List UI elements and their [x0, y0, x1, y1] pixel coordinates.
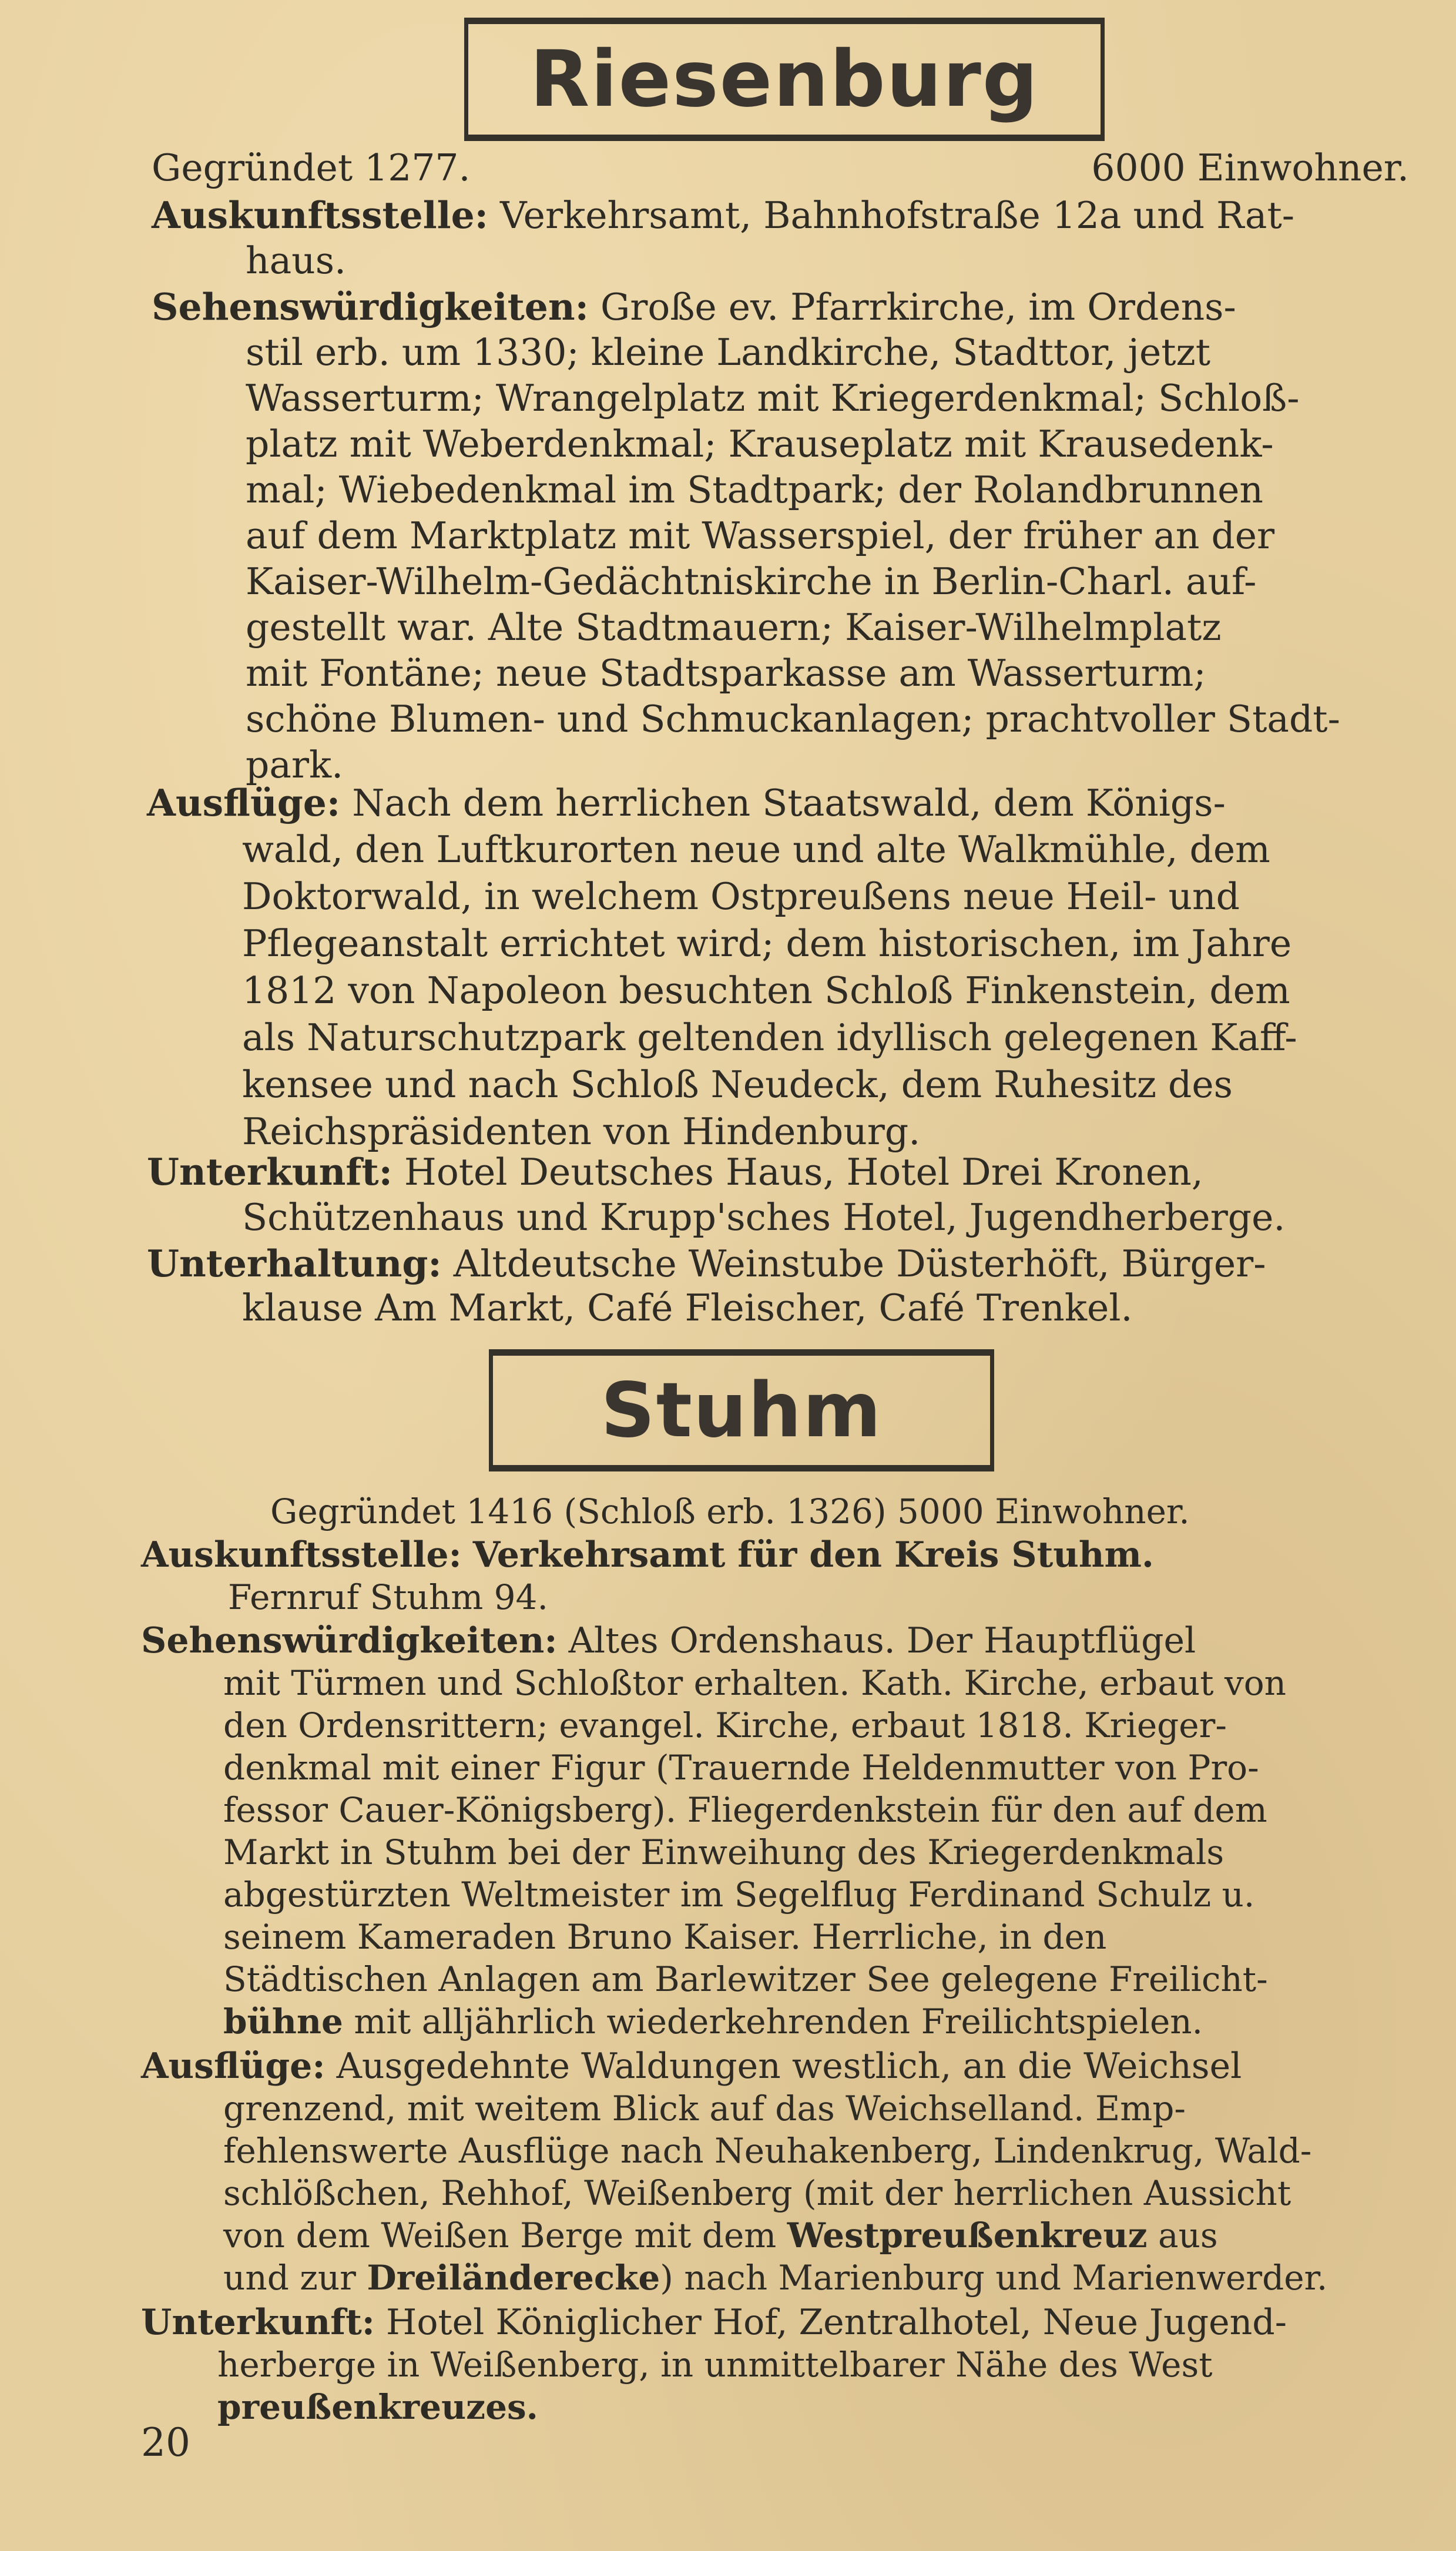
stuhm-lodging-text: Hotel Königlicher Hof, Zentralhotel, Neue Jugend-: [386, 2302, 1287, 2343]
stuhm-title: Stuhm: [600, 1366, 883, 1454]
riesenburg-trips-text: Nach dem herrlichen Staatswald, dem Königs-: [352, 782, 1226, 824]
stuhm-sights-last-line: [223, 1999, 1203, 2044]
stuhm-info-label: Auskunftsstelle:: [141, 1534, 462, 1575]
riesenburg-sights-cont: stil erb. um 1330; kleine Landkirche, Stadttor, jetzt: [246, 331, 1211, 374]
riesenburg-trips-cont: als Naturschutzpark geltenden idyllisch gelegenen Kaff-: [242, 1016, 1297, 1059]
stuhm-trips-line5-a: von dem Weißen Berge mit dem: [223, 2215, 777, 2255]
stuhm-info-text: Verkehrsamt für den Kreis Stuhm.: [472, 1534, 1154, 1575]
riesenburg-trips-cont: Reichspräsidenten von Hindenburg.: [242, 1110, 921, 1153]
stuhm-trips-label: Ausflüge:: [141, 2046, 326, 2087]
riesenburg-trips-cont: 1812 von Napoleon besuchten Schloß Finkenstein, dem: [242, 969, 1290, 1012]
riesenburg-sights-cont: schöne Blumen- und Schmuckanlagen; prachtvoller Stadt-: [246, 698, 1340, 740]
riesenburg-sights-cont: Kaiser-Wilhelm-Gedächtniskirche in Berlin-Charl. auf-: [246, 560, 1257, 603]
riesenburg-lodging-cont: Schützenhaus und Krupp'sches Hotel, Jugendherberge.: [242, 1196, 1286, 1239]
riesenburg-founded: Gegründet 1277.: [152, 146, 471, 189]
stuhm-sights-label: Sehenswürdigkeiten:: [141, 1620, 558, 1661]
riesenburg-title-box: [464, 18, 1105, 141]
riesenburg-info-cont: haus.: [246, 239, 347, 282]
page-number: 20: [141, 2420, 190, 2465]
riesenburg-sights-cont: platz mit Weberdenkmal; Krauseplatz mit Krausedenk-: [246, 423, 1274, 465]
riesenburg-info-line: [152, 193, 1409, 237]
stuhm-sights-cont: mit Türmen und Schloßtor erhalten. Kath. Kirche, erbaut von: [223, 1663, 1286, 1703]
stuhm-sights-cont: fessor Cauer-Königsberg). Fliegerdenkstein für den auf dem: [223, 1790, 1267, 1830]
riesenburg-entertainment-cont: klause Am Markt, Café Fleischer, Café Trenkel.: [242, 1286, 1133, 1329]
stuhm-trips-line6: [223, 2255, 1327, 2300]
riesenburg-sights-cont: gestellt war. Alte Stadtmauern; Kaiser-Wilhelmplatz: [246, 606, 1222, 649]
riesenburg-entertainment-text: Altdeutsche Weinstube Düsterhöft, Bürger-: [453, 1242, 1266, 1285]
riesenburg-lodging-text: Hotel Deutsches Haus, Hotel Drei Kronen,: [404, 1151, 1203, 1194]
riesenburg-sights-cont: auf dem Marktplatz mit Wasserspiel, der früher an der: [246, 514, 1275, 557]
stuhm-info-cont: Fernruf Stuhm 94.: [228, 1577, 548, 1617]
riesenburg-sights-cont: park.: [246, 743, 344, 786]
riesenburg-entertainment-line: [147, 1241, 1410, 1286]
riesenburg-founded-line: [152, 146, 1409, 190]
riesenburg-trips-cont: Pflegeanstalt errichtet wird; dem historischen, im Jahre: [242, 922, 1292, 965]
riesenburg-sights-line: [152, 284, 1409, 329]
stuhm-sights-text: Altes Ordenshaus. Der Hauptflügel: [568, 1620, 1196, 1661]
stuhm-title-box: [489, 1349, 994, 1471]
riesenburg-info-label: Auskunftsstelle:: [152, 193, 488, 237]
stuhm-trips-line6-a: und zur: [223, 2258, 356, 2298]
stuhm-trips-line6-bold: Dreiländerecke: [367, 2258, 660, 2298]
stuhm-trips-cont: fehlenswerte Ausflüge nach Neuhakenberg, Lindenkrug, Wald-: [223, 2131, 1312, 2171]
stuhm-lodging-cont-bold: preußenkreuzes.: [217, 2387, 538, 2427]
riesenburg-population: 6000 Einwohner.: [1091, 146, 1409, 189]
stuhm-sights-cont: den Ordensrittern; evangel. Kirche, erbaut 1818. Krieger-: [223, 1705, 1227, 1745]
stuhm-trips-line5: [223, 2213, 1218, 2258]
stuhm-info-line: [141, 1533, 1410, 1577]
riesenburg-trips-line: [147, 780, 1410, 825]
stuhm-sights-rest: mit alljährlich wiederkehrenden Freilichtspielen.: [354, 2002, 1203, 2042]
stuhm-trips-line: [141, 2044, 1410, 2089]
riesenburg-trips-label: Ausflüge:: [147, 781, 341, 824]
stuhm-sights-cont: Städtischen Anlagen am Barlewitzer See gelegene Freilicht-: [223, 1959, 1268, 1999]
riesenburg-lodging-label: Unterkunft:: [147, 1150, 392, 1194]
riesenburg-sights-cont: Wasserturm; Wrangelplatz mit Kriegerdenkmal; Schloß-: [246, 377, 1300, 420]
riesenburg-title: Riesenburg: [529, 34, 1039, 125]
stuhm-trips-text: Ausgedehnte Waldungen westlich, an die Weichsel: [336, 2046, 1242, 2087]
riesenburg-sights-cont: mal; Wiebedenkmal im Stadtpark; der Rolandbrunnen: [246, 468, 1264, 511]
riesenburg-trips-cont: wald, den Luftkurorten neue und alte Walkmühle, dem: [242, 828, 1270, 871]
stuhm-sights-cont: seinem Kameraden Bruno Kaiser. Herrliche, in den: [223, 1917, 1107, 1957]
stuhm-trips-line5-b: aus: [1158, 2215, 1218, 2255]
stuhm-founded: Gegründet 1416 (Schloß erb. 1326) 5000 Einwohner.: [270, 1491, 1190, 1531]
stuhm-trips-cont: grenzend, mit weitem Blick auf das Weichselland. Emp-: [223, 2089, 1186, 2128]
stuhm-sights-cont: denkmal mit einer Figur (Trauernde Heldenmutter von Pro-: [223, 1748, 1259, 1788]
stuhm-lodging-line: [141, 2300, 1410, 2345]
riesenburg-sights-label: Sehenswürdigkeiten:: [152, 285, 589, 328]
stuhm-sights-bold: bühne: [223, 2002, 343, 2042]
riesenburg-sights-cont: mit Fontäne; neue Stadtsparkasse am Wasserturm;: [246, 652, 1206, 695]
stuhm-sights-cont: abgestürzten Weltmeister im Segelflug Ferdinand Schulz u.: [223, 1875, 1255, 1915]
riesenburg-info-text: Verkehrsamt, Bahnhofstraße 12a und Rat-: [499, 194, 1295, 237]
riesenburg-sights-text: Große ev. Pfarrkirche, im Ordens-: [600, 286, 1236, 328]
stuhm-sights-cont: Markt in Stuhm bei der Einweihung des Kriegerdenkmals: [223, 1832, 1224, 1872]
stuhm-trips-line5-bold: Westpreußenkreuz: [787, 2215, 1148, 2255]
stuhm-lodging-label: Unterkunft:: [141, 2302, 375, 2343]
riesenburg-trips-cont: kensee und nach Schloß Neudeck, dem Ruhesitz des: [242, 1063, 1233, 1106]
riesenburg-entertainment-label: Unterhaltung:: [147, 1242, 442, 1285]
riesenburg-trips-cont: Doktorwald, in welchem Ostpreußens neue Heil- und: [242, 875, 1240, 918]
stuhm-sights-line: [141, 1618, 1410, 1663]
stuhm-trips-line6-b: ) nach Marienburg und Marienwerder.: [660, 2258, 1328, 2298]
riesenburg-lodging-line: [147, 1149, 1410, 1194]
stuhm-lodging-cont: herberge in Weißenberg, in unmittelbarer Nähe des West: [217, 2345, 1213, 2385]
stuhm-trips-cont: schlößchen, Rehhof, Weißenberg (mit der herrlichen Aussicht: [223, 2173, 1291, 2213]
